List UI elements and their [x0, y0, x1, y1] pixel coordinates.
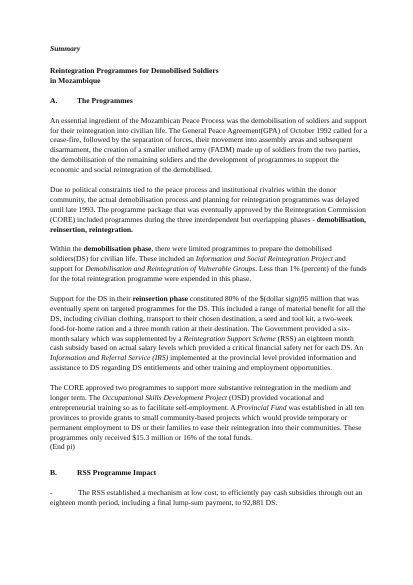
text-run: and support for: [50, 254, 346, 274]
paragraph-phases-text: Due to political constraints tied to the peace process and institutional rivalries within the donor community, the actual demobilisation process and planning for reintegration programmes was delayed until late 1993. The programme package that was eventually approved by the Reintegration Commission (CORE) included programmes during the three interdependent but overlapping phases -: [50, 184, 366, 224]
section-a-title: The Programmes: [77, 95, 133, 105]
term-provincial-fund: Provincial Fund: [237, 402, 287, 412]
text-run: constituted 80% of the $(dollar sign)95 million that was eventually spent on targeted programmes for the DS. This included a range of material benefit for all the DS, including civilian clothing, transport to their chosen destination, a seed and tool kit, a two-week food-for-home ration and a three month ration at their destination. The Government provided a six-month salary which was supplemented by a: [50, 293, 366, 343]
bullet-text: The RSS established a mechanism at low cost, to efficiently pay cash subsidies through out an eighteen month period, including a final lump-sum payment, to 92,881 DS.: [50, 488, 363, 508]
text-run: Within the: [50, 244, 84, 254]
paragraph-reinsertion-phase: [50, 294, 368, 373]
text-run: , there were limited programmes to prepare the demobilised soldiers(DS) for civilian life. These included an: [50, 244, 332, 264]
text-run: Support for the DS in their: [50, 293, 133, 303]
term-demobilisation-phase: demobilisation phase: [83, 244, 152, 254]
text-run: was established in all ten provinces to provide grants to small community-based projects which would provide temporary or permanent employment to DS or their families to ease their reintegration into their communities. These programmes only received $15.3 million or 16% of the total funds.: [50, 402, 364, 442]
section-a-number: A.: [50, 95, 58, 105]
text-run: (RSS) an eighteen month cash subsidy based on actual salary levels which provided a critical financial safety net for each DS. An: [50, 333, 364, 353]
paragraph-peace-process: An essential ingredient of the Mozambican Peace Process was the demobilisation of soldiers and support for their reintegration into civilian life. The General Peace Agreement(GPA) of October 1992 called for a cease-fire, followed by the separation of forces, their movement into assembly areas and subsequent disarmament, the creation of a smaller unified army (FADM) made up of soldiers from the two parties, the demobilisation of the remaining soldiers and the development of programmes to support the economic and social reintegration of the demobilised.: [50, 115, 368, 175]
section-b-title: RSS Programme Impact: [77, 468, 157, 478]
project-vulnerable-groups: Demobilisation and Reintegration of Vulnerable Groups: [85, 264, 256, 274]
bullet-rss-mechanism: [50, 488, 368, 508]
section-heading-b: [50, 468, 368, 478]
document-page: [50, 44, 368, 518]
paragraph-phases: [50, 185, 368, 235]
text-run: The CORE approved two programmes to support more substantive reintegration in the medium and longer term. The: [50, 383, 351, 402]
term-reintegration-support-scheme: Reintegration Support Scheme: [183, 333, 276, 343]
summary-label: Summary: [50, 44, 81, 53]
document-title-line-1: Reintegration Programmes for Demobilised Soldiers: [50, 65, 219, 75]
section-b-number: B.: [50, 468, 57, 478]
term-reinsertion-phase: reinsertion phase: [132, 293, 189, 303]
term-information-referral-service: Information and Referral Service (IRS): [50, 353, 169, 363]
phases-list: demobilisation, reinsertion, reintegration.: [50, 214, 367, 234]
end-marker: (End pi): [50, 442, 75, 452]
paragraph-demobilisation-phase: [50, 244, 368, 284]
text-run: implemented at the provincial level provided information and assistance to DS regarding DS entitlements and other training and employment opportunities.: [50, 353, 356, 373]
section-heading-a: [50, 96, 368, 106]
bullet-dash: -: [50, 488, 53, 498]
text-run: (OSD) provided vocational and entrepreneurial training so as to facilitate self-employment. A: [50, 392, 324, 412]
document-title: [50, 66, 368, 86]
text-run: . Less than 1% (percent) of the funds for the total reintegration programme were expended in this phase.: [50, 264, 367, 284]
project-info-social-reintegration: Information and Social Reintegration Project: [195, 254, 333, 264]
term-occupational-skills-project: Occupational Skills Development Project: [102, 392, 228, 402]
document-title-line-2: in Mozambique: [50, 75, 101, 85]
paragraph-core-programmes: [50, 383, 368, 452]
